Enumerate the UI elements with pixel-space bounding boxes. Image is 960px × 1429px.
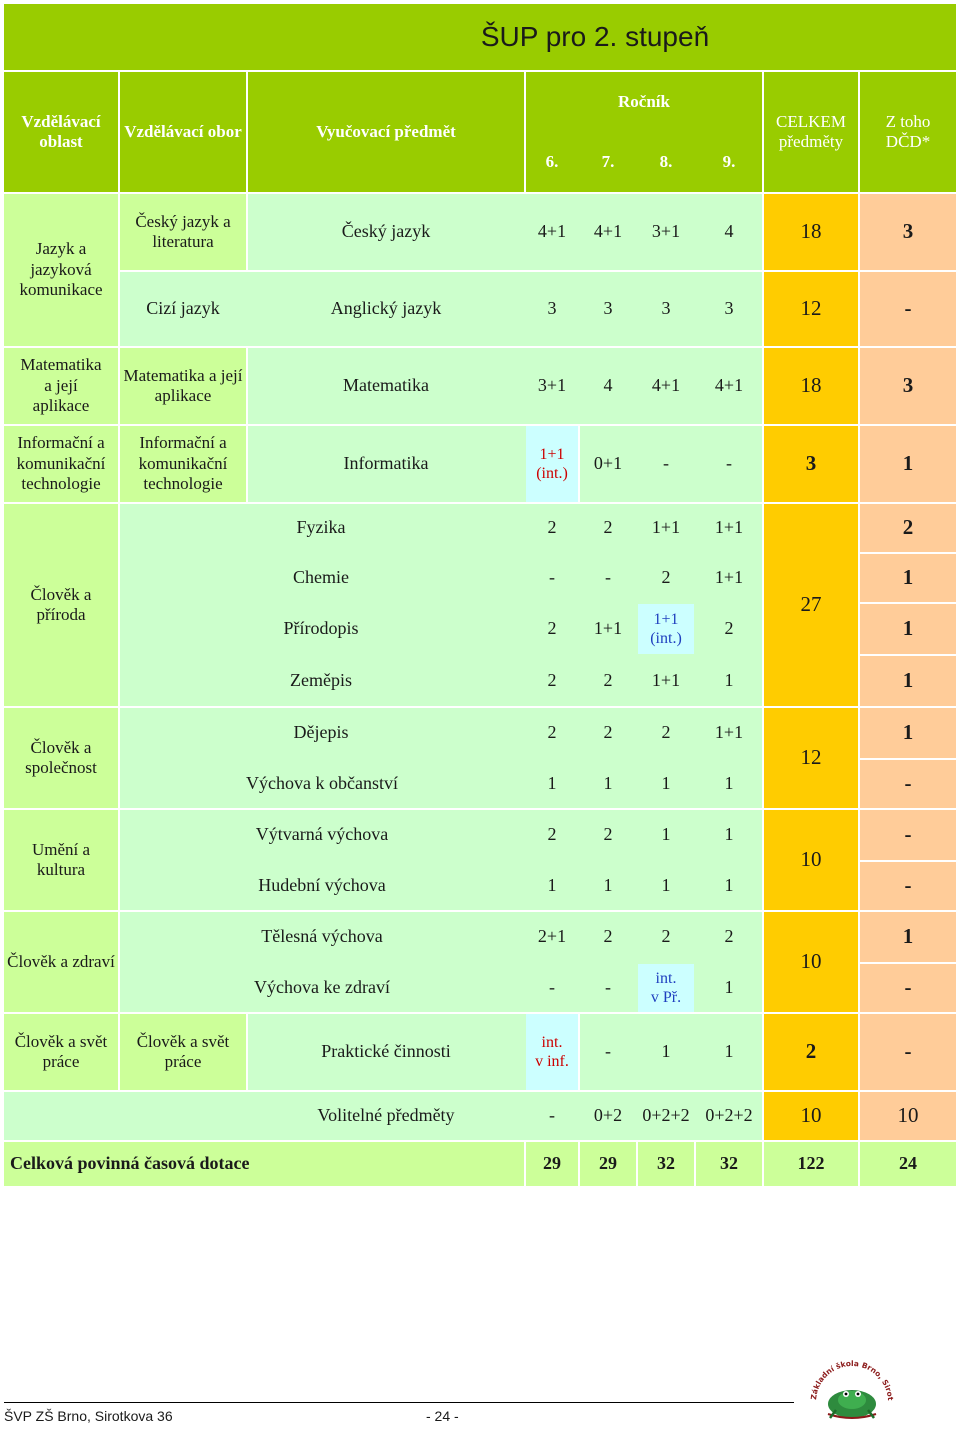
vz-g7: - bbox=[605, 977, 611, 998]
aj-dcd: - bbox=[860, 272, 956, 346]
vol-dcd: 10 bbox=[860, 1092, 956, 1140]
header-g6: 6. bbox=[545, 151, 559, 171]
area-priroda: Člověk a příroda bbox=[4, 504, 118, 706]
header-g9: 9. bbox=[722, 151, 736, 171]
aj-g9: 3 bbox=[724, 298, 734, 319]
vv-g7: 2 bbox=[603, 824, 613, 845]
tv-g9: 2 bbox=[724, 926, 734, 947]
header-grade-label: Ročník bbox=[618, 91, 670, 111]
cj-g7: 4+1 bbox=[593, 221, 623, 242]
field-matematika: Matematika a její aplikace bbox=[120, 348, 246, 424]
i-g6-b: (int.) bbox=[536, 465, 568, 482]
m-name: Matematika bbox=[343, 375, 429, 396]
m-g8: 4+1 bbox=[651, 375, 681, 396]
pc-g8: 1 bbox=[661, 1041, 671, 1062]
aj-g7: 3 bbox=[603, 298, 613, 319]
hv-g6: 1 bbox=[547, 875, 557, 896]
de-g6: 2 bbox=[547, 722, 557, 743]
vo-g8: 1 bbox=[661, 773, 671, 794]
de-dcd: 1 bbox=[860, 708, 956, 758]
vz-g8-b: v Př. bbox=[650, 989, 682, 1006]
i-g6 bbox=[526, 426, 578, 502]
aj-total: 12 bbox=[764, 272, 858, 346]
fy-name: Fyzika bbox=[296, 517, 346, 538]
vv-name: Výtvarná výchova bbox=[255, 824, 389, 845]
sum-divider bbox=[524, 1142, 526, 1186]
m-total: 18 bbox=[764, 348, 858, 424]
aj-name: Anglický jazyk bbox=[330, 298, 442, 319]
area-matematika: Matematika a její aplikace bbox=[4, 348, 118, 424]
hv-g9: 1 bbox=[724, 875, 734, 896]
field-cizi: Cizí jazyk bbox=[146, 298, 220, 319]
fy-dcd: 2 bbox=[860, 504, 956, 552]
ze-g9: 1 bbox=[724, 670, 734, 691]
spolecnost-total: 12 bbox=[764, 708, 858, 808]
cj-g6: 4+1 bbox=[537, 221, 567, 242]
field-cesky: Český jazyk a literatura bbox=[120, 194, 246, 270]
vz-name: Výchova ke zdraví bbox=[254, 977, 390, 998]
vol-g7: 0+2 bbox=[593, 1105, 623, 1126]
footer-left: ŠVP ZŠ Brno, Sirotkova 36 bbox=[4, 1408, 173, 1424]
pr-g7: 1+1 bbox=[593, 618, 623, 639]
hv-dcd: - bbox=[860, 862, 956, 910]
i-name: Informatika bbox=[343, 453, 429, 474]
vo-g6: 1 bbox=[547, 773, 557, 794]
priroda-total: 27 bbox=[764, 504, 858, 706]
i-g9: - bbox=[726, 453, 732, 474]
cj-dcd: 3 bbox=[860, 194, 956, 270]
field-informacni: Informační a komunikační technologie bbox=[120, 426, 246, 502]
cj-g9: 4 bbox=[724, 221, 734, 242]
vo-g7: 1 bbox=[603, 773, 613, 794]
pr-dcd: 1 bbox=[860, 604, 956, 654]
pr-g8-b: (int.) bbox=[650, 630, 682, 647]
i-g7: 0+1 bbox=[593, 453, 623, 474]
vo-name: Výchova k občanství bbox=[246, 773, 398, 794]
sum-g6: 29 bbox=[543, 1153, 561, 1174]
header-total: CELKEM předměty bbox=[764, 72, 858, 192]
pc-g9: 1 bbox=[724, 1041, 734, 1062]
ch-g6: - bbox=[549, 567, 555, 588]
pr-g8 bbox=[638, 604, 694, 654]
de-name: Dějepis bbox=[293, 722, 349, 743]
ze-g7: 2 bbox=[603, 670, 613, 691]
cj-name: Český jazyk bbox=[341, 221, 431, 242]
fy-g8: 1+1 bbox=[651, 517, 681, 538]
m-g9: 4+1 bbox=[714, 375, 744, 396]
pc-g6 bbox=[526, 1014, 578, 1090]
pc-dcd: - bbox=[860, 1014, 956, 1090]
header-dcd: Z toho DČD* bbox=[860, 72, 956, 192]
header-field: Vzdělávací obor bbox=[120, 72, 246, 192]
de-g9: 1+1 bbox=[714, 722, 744, 743]
i-g6-a: 1+1 bbox=[539, 445, 565, 463]
pc-name: Praktické činnosti bbox=[321, 1041, 451, 1062]
aj-g6: 3 bbox=[547, 298, 557, 319]
sum-total: 122 bbox=[797, 1153, 825, 1174]
ch-g7: - bbox=[605, 567, 611, 588]
vol-g9: 0+2+2 bbox=[705, 1105, 753, 1126]
footer-rule bbox=[4, 1402, 794, 1403]
umeni-total: 10 bbox=[764, 810, 858, 910]
svg-text:Základní škola Brno, Sirotkova: Základní škola Brno, Sirot bbox=[809, 1358, 895, 1401]
zdravi-total: 10 bbox=[764, 912, 858, 1012]
sum-g7: 29 bbox=[599, 1153, 617, 1174]
fy-g6: 2 bbox=[547, 517, 557, 538]
vz-g9: 1 bbox=[724, 977, 734, 998]
sum-divider bbox=[694, 1142, 696, 1186]
i-dcd: 1 bbox=[860, 426, 956, 502]
header-g8: 8. bbox=[659, 151, 673, 171]
pc-g6-b: v inf. bbox=[535, 1053, 569, 1070]
aj-g8: 3 bbox=[661, 298, 671, 319]
vz-dcd: - bbox=[860, 964, 956, 1012]
hv-g7: 1 bbox=[603, 875, 613, 896]
header-area: Vzdělávací oblast bbox=[4, 72, 118, 192]
page-title: ŠUP pro 2. stupeň bbox=[480, 21, 710, 53]
tv-g6: 2+1 bbox=[537, 926, 567, 947]
pr-name: Přírodopis bbox=[283, 618, 359, 639]
tv-name: Tělesná výchova bbox=[261, 926, 383, 947]
pr-g8-a: 1+1 bbox=[653, 610, 679, 628]
tv-g7: 2 bbox=[603, 926, 613, 947]
fy-g7: 2 bbox=[603, 517, 613, 538]
ze-dcd: 1 bbox=[860, 656, 956, 706]
vol-g8: 0+2+2 bbox=[642, 1105, 690, 1126]
sum-divider bbox=[578, 1142, 580, 1186]
vol-total: 10 bbox=[764, 1092, 858, 1140]
area-spolecnost: Člověk a společnost bbox=[4, 708, 118, 808]
sum-divider bbox=[636, 1142, 638, 1186]
vo-g9: 1 bbox=[724, 773, 734, 794]
cj-total: 18 bbox=[764, 194, 858, 270]
vz-g8 bbox=[638, 964, 694, 1012]
vz-g6: - bbox=[549, 977, 555, 998]
school-logo bbox=[806, 1356, 898, 1424]
area-zdravi: Člověk a zdraví bbox=[4, 912, 118, 1012]
area-jazyk: Jazyk a jazyková komunikace bbox=[4, 194, 118, 346]
ze-g8: 1+1 bbox=[651, 670, 681, 691]
ch-g8: 2 bbox=[661, 567, 671, 588]
title-bar bbox=[4, 4, 956, 70]
vz-g8-a: int. bbox=[655, 969, 677, 987]
vv-g6: 2 bbox=[547, 824, 557, 845]
ze-name: Zeměpis bbox=[290, 670, 352, 691]
cj-g8: 3+1 bbox=[651, 221, 681, 242]
pc-g7: - bbox=[605, 1041, 611, 1062]
header-g7: 7. bbox=[601, 151, 615, 171]
de-g7: 2 bbox=[603, 722, 613, 743]
ze-g6: 2 bbox=[547, 670, 557, 691]
pr-g9: 2 bbox=[724, 618, 734, 639]
de-g8: 2 bbox=[661, 722, 671, 743]
sum-divider bbox=[858, 1142, 860, 1186]
ch-dcd: 1 bbox=[860, 554, 956, 602]
area-informacni: Informační a komunikační technologie bbox=[4, 426, 118, 502]
pc-g6-a: int. bbox=[541, 1033, 563, 1051]
ch-g9: 1+1 bbox=[714, 567, 744, 588]
area-umeni: Umění a kultura bbox=[4, 810, 118, 910]
sum-dcd: 24 bbox=[899, 1153, 917, 1174]
sum-g8: 32 bbox=[657, 1153, 675, 1174]
footer-page: - 24 - bbox=[426, 1408, 459, 1424]
ch-name: Chemie bbox=[293, 567, 349, 588]
tv-g8: 2 bbox=[661, 926, 671, 947]
i-total: 3 bbox=[764, 426, 858, 502]
i-g8: - bbox=[663, 453, 669, 474]
fy-g9: 1+1 bbox=[714, 517, 744, 538]
pr-g6: 2 bbox=[547, 618, 557, 639]
school-logo-graphic bbox=[806, 1356, 898, 1424]
hv-g8: 1 bbox=[661, 875, 671, 896]
vv-g9: 1 bbox=[724, 824, 734, 845]
pc-total: 2 bbox=[764, 1014, 858, 1090]
hv-name: Hudební výchova bbox=[258, 875, 386, 896]
vol-name: Volitelné předměty bbox=[317, 1105, 455, 1126]
tv-dcd: 1 bbox=[860, 912, 956, 962]
vol-g6: - bbox=[549, 1105, 555, 1126]
vo-dcd: - bbox=[860, 760, 956, 808]
sum-divider bbox=[762, 1142, 764, 1186]
m-g7: 4 bbox=[603, 375, 613, 396]
m-g6: 3+1 bbox=[537, 375, 567, 396]
m-dcd: 3 bbox=[860, 348, 956, 424]
header-subject: Vyučovací předmět bbox=[248, 72, 524, 192]
vv-g8: 1 bbox=[661, 824, 671, 845]
vv-dcd: - bbox=[860, 810, 956, 860]
field-svet-prace: Člověk a svět práce bbox=[120, 1014, 246, 1090]
area-svet-prace: Člověk a svět práce bbox=[4, 1014, 118, 1090]
sum-name: Celková povinná časová dotace bbox=[10, 1153, 250, 1174]
sum-g9: 32 bbox=[720, 1153, 738, 1174]
